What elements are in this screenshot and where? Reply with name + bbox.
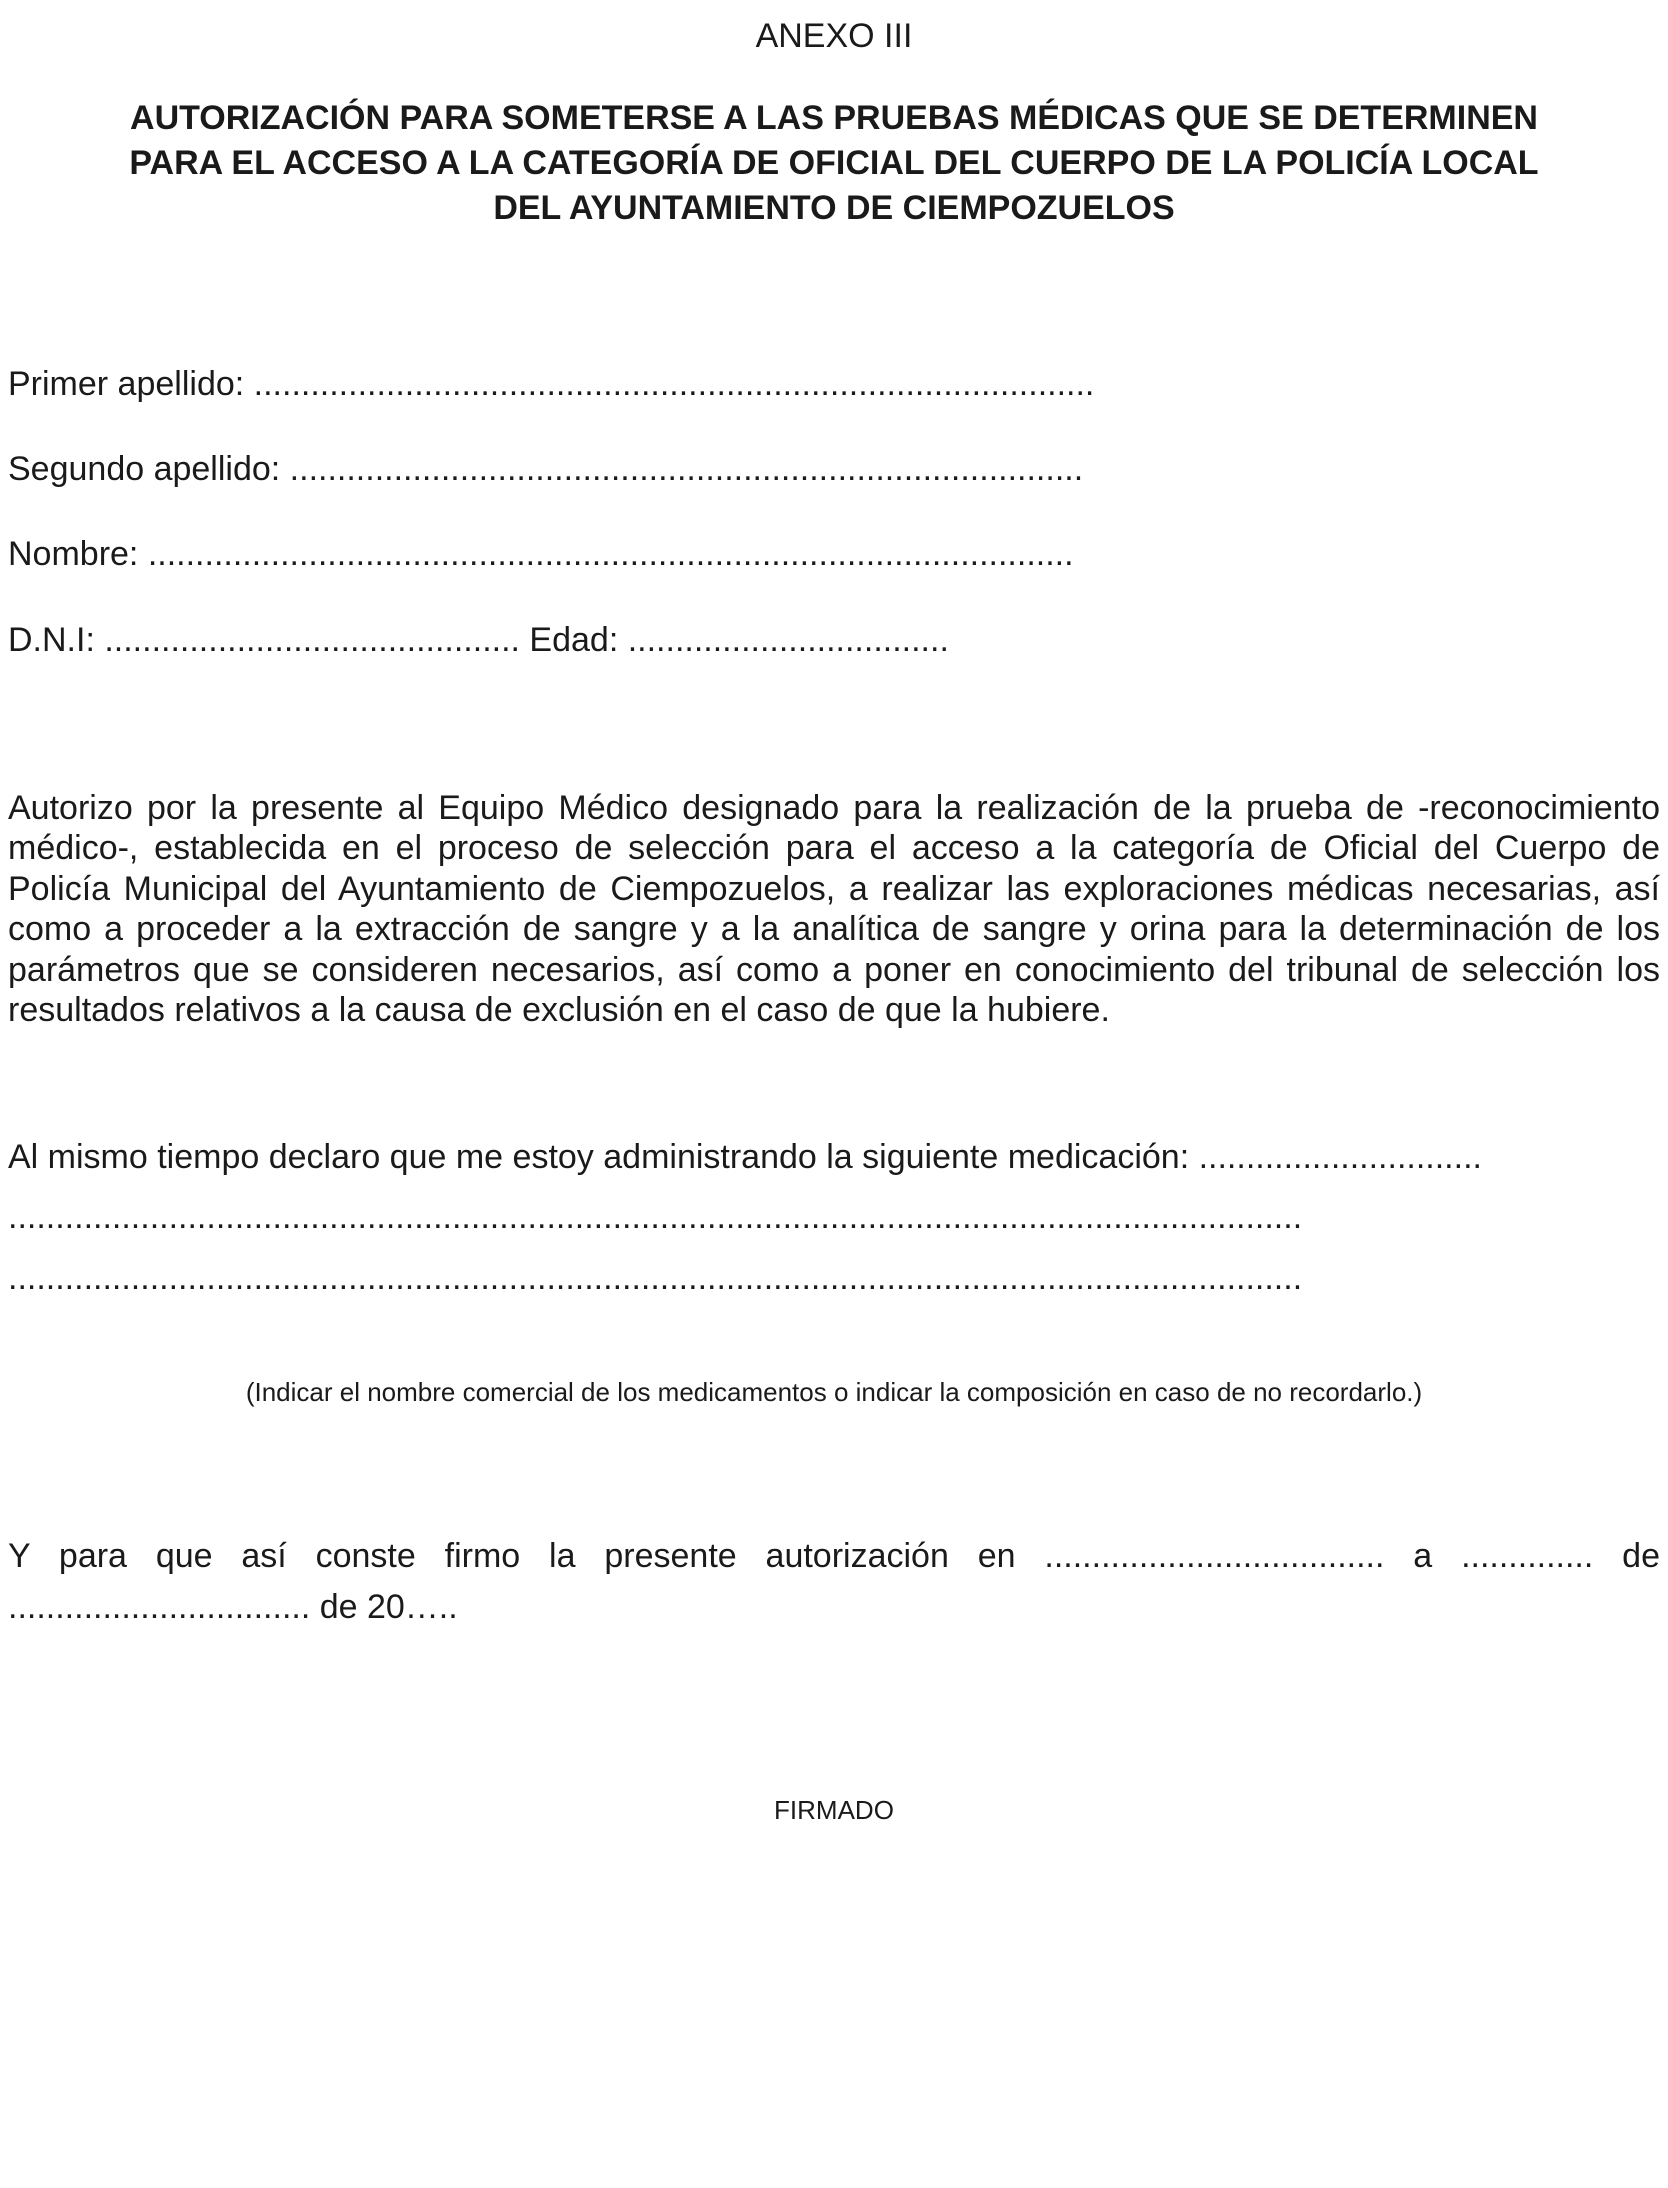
field-dni-edad: D.N.I: ............................................ Edad: .................................. — [8, 621, 949, 659]
authorization-paragraph: Autorizo por la presente al Equipo Médico designado para la realización de la prueba de -reconocimiento médico-, establecida en el proceso de selección para el acceso a la categoría de Oficial del Cuerpo de Policía Municipal del Ayuntamiento de Ciempozuelos, a realizar las exploraciones médicas necesarias, así como a proceder a la extracción de sangre y a la analítica de sangre y orina para la determinación de los parámetros que se consideren necesarios, así como a poner en conocimiento del tribunal de selección los resultados relativos a la causa de exclusión en el caso de que la hubiere. — [8, 789, 1660, 1030]
medication-note: (Indicar el nombre comercial de los medicamentos o indicar la composición en caso de no recordarlo.) — [245, 1377, 1423, 1407]
medication-declaration: Al mismo tiempo declaro que me estoy administrando la siguiente medicación: .............................. — [8, 1138, 1482, 1176]
annex-heading: ANEXO III — [755, 17, 913, 55]
title-line-3: DEL AYUNTAMIENTO DE CIEMPOZUELOS — [493, 189, 1175, 227]
title-line-2: PARA EL ACCESO A LA CATEGORÍA DE OFICIAL DEL CUERPO DE LA POLICÍA LOCAL — [129, 144, 1539, 182]
field-segundo-apellido: Segundo apellido: .................................................................................... — [8, 450, 1084, 488]
field-nombre: Nombre: .................................................................................................. — [8, 535, 1074, 573]
field-primer-apellido: Primer apellido: ......................................................................................... — [8, 365, 1095, 403]
title-line-1: AUTORIZACIÓN PARA SOMETERSE A LAS PRUEBAS MÉDICAS QUE SE DETERMINEN — [130, 99, 1538, 137]
medication-line-2: ......................................................................................................................................... — [8, 1198, 1303, 1236]
document-title — [30, 96, 1638, 231]
signature-statement: Y para que así conste firmo la presente autorización en .................................... a .............. de ................................ de 20….. — [8, 1537, 1660, 1626]
medication-line-3: ......................................................................................................................................... — [8, 1259, 1303, 1297]
signature-label: FIRMADO — [774, 1795, 894, 1825]
